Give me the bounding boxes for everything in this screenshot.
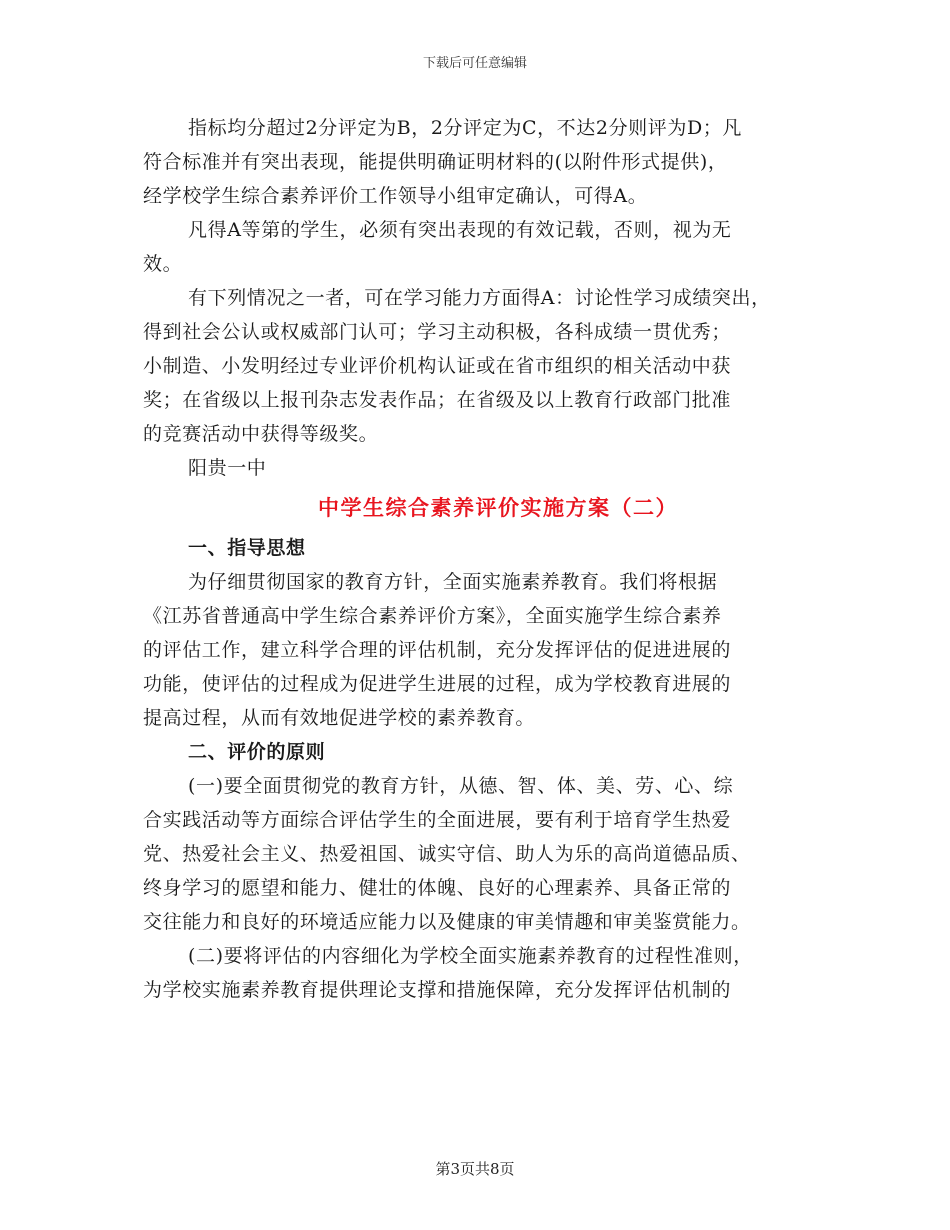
- text-line: 提高过程，从而有效地促进学校的素养教育。: [143, 707, 536, 729]
- text-line: 小制造、小发明经过专业评价机构认证或在省市组织的相关活动中获: [143, 355, 732, 377]
- text-line: 的竞赛活动中获得等级奖。: [143, 423, 379, 445]
- text-line: 《江苏省普通高中学生综合素养评价方案》，全面实施学生综合素养: [143, 605, 722, 627]
- text-line: 指标均分超过2分评定为B，2分评定为C，不达2分则评为D；凡: [188, 117, 742, 139]
- text-line: 终身学习的愿望和能力、健壮的体魄、良好的心理素养、具备正常的: [143, 877, 732, 899]
- text-line: 党、热爱社会主义、热爱祖国、诚实守信、助人为乐的高尚道德品质、: [143, 843, 751, 865]
- text-line: (二)要将评估的内容细化为学校全面实施素养教育的过程性准则，: [188, 945, 753, 967]
- text-line: 有下列情况之一者，可在学习能力方面得A：讨论性学习成绩突出，: [188, 287, 771, 309]
- text-line: 功能，使评估的过程成为促进学生进展的过程，成为学校教育进展的: [143, 673, 732, 695]
- page-header: 下载后可任意编辑: [422, 56, 527, 71]
- text-line: 为学校实施素养教育提供理论支撑和措施保障，充分发挥评估机制的: [143, 979, 732, 1001]
- text-line: 交往能力和良好的环境适应能力以及健康的审美情趣和审美鉴赏能力。: [143, 911, 751, 933]
- document-body: [143, 111, 833, 1007]
- section-heading: 一、指导思想: [188, 537, 306, 559]
- text-line: 合实践活动等方面综合评估学生的全面进展，要有利于培育学生热爱: [143, 809, 732, 831]
- text-line: (一)要全面贯彻党的教育方针，从德、智、体、美、劳、心、综: [188, 775, 734, 797]
- page-footer: 第3页共8页: [435, 1160, 515, 1178]
- text-line: 为仔细贯彻国家的教育方针，全面实施素养教育。我们将根据: [188, 571, 718, 593]
- section-heading: 二、评价的原则: [188, 741, 326, 763]
- text-line: 的评估工作，建立科学合理的评估机制，充分发挥评估的促进进展的: [143, 639, 732, 661]
- text-line: 符合标准并有突出表现，能提供明确证明材料的(以附件形式提供)，: [143, 151, 728, 173]
- text-line: 得到社会公认或权威部门认可；学习主动积极，各科成绩一贯优秀；: [143, 321, 732, 343]
- school-name: 阳贵一中: [188, 457, 267, 479]
- text-line: 经学校学生综合素养评价工作领导小组审定确认，可得A。: [143, 185, 648, 207]
- text-line: 奖；在省级以上报刊杂志发表作品；在省级及以上教育行政部门批准: [143, 389, 732, 411]
- text-line: 效。: [143, 253, 183, 275]
- document-title: 中学生综合素养评价实施方案（二）: [318, 495, 678, 520]
- text-line: 凡得A等第的学生，必须有突出表现的有效记载，否则，视为无: [188, 219, 732, 241]
